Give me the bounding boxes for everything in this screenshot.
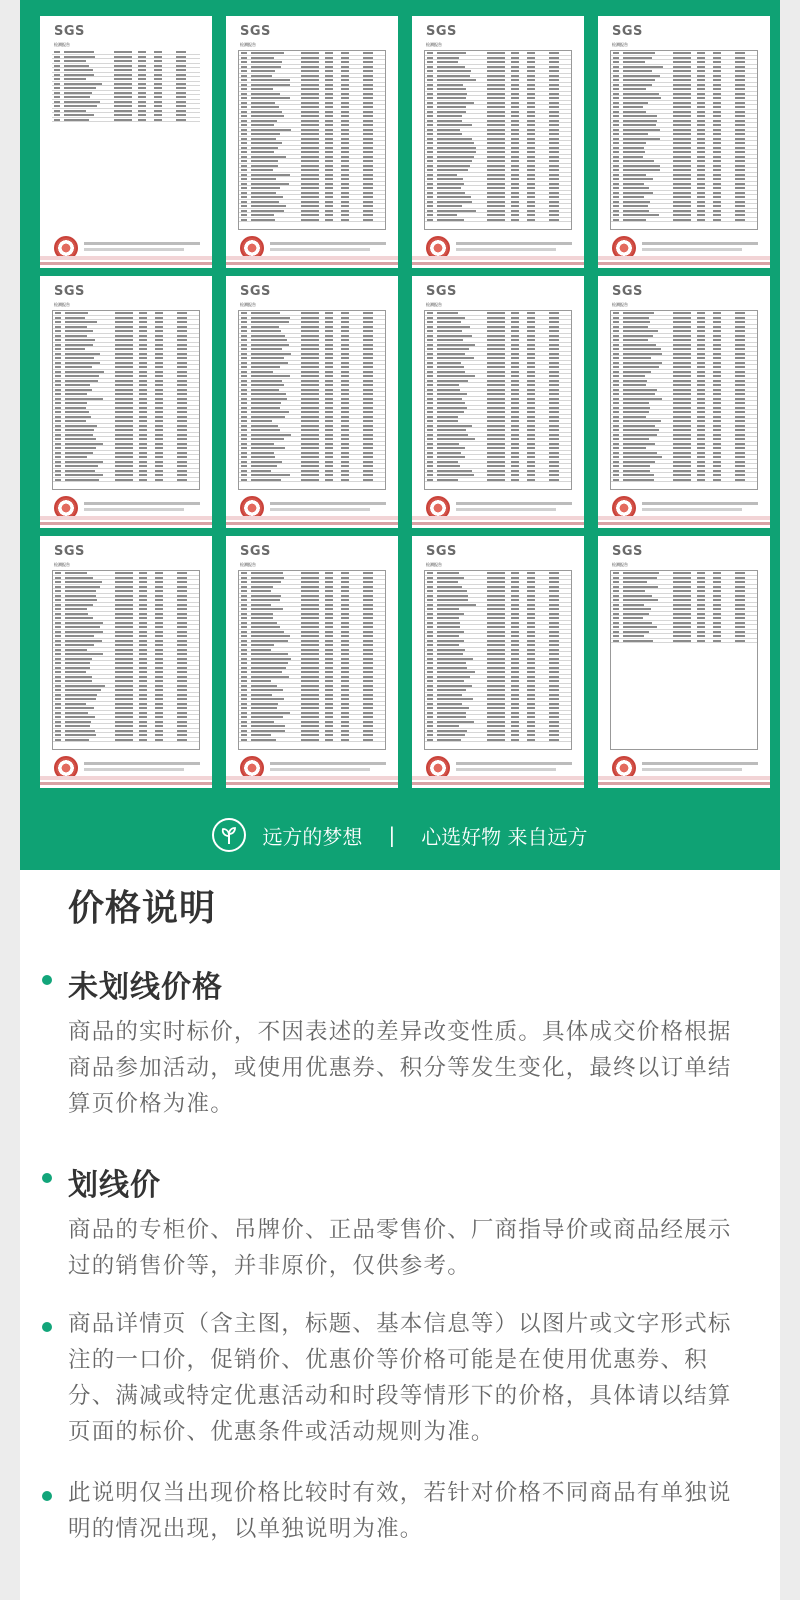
sgs-logo: SGS [240, 284, 271, 299]
sgs-logo: SGS [426, 24, 457, 39]
report-row [425, 738, 571, 743]
report-footer-line [226, 776, 398, 780]
report-header: 检测报告 [54, 302, 70, 307]
report-row [611, 218, 757, 223]
report-row [425, 478, 571, 483]
bullet-icon [42, 1173, 52, 1183]
report-footer-line [456, 248, 556, 251]
report-table [238, 50, 386, 230]
report-header: 检测报告 [612, 42, 628, 47]
report-footer-line [270, 502, 386, 505]
certificate-panel [20, 0, 780, 870]
sgs-logo: SGS [54, 284, 85, 299]
report-footer-line [226, 516, 398, 520]
striked-price-text: 商品的专柜价、吊牌价、正品零售价、厂商指导价或商品经展示过的销售价等，并非原价，仅供参考。 [68, 1217, 732, 1279]
report-footer-line [456, 768, 556, 771]
report-footer-line [270, 242, 386, 245]
sgs-logo: SGS [54, 24, 85, 39]
report-row [611, 639, 757, 644]
report-footer-line [40, 516, 212, 520]
report-footer-line [412, 522, 584, 525]
note-text: 此说明仅当出现价格比较时有效，若针对价格不同商品有单独说明的情况出现，以单独说明为准。 [68, 1480, 732, 1542]
report-footer-line [642, 762, 758, 765]
report-table [424, 50, 572, 230]
report-footer-line [270, 762, 386, 765]
report-table [424, 310, 572, 490]
report-row [52, 118, 200, 123]
sgs-certificate-thumbnail[interactable] [226, 16, 398, 268]
report-footer-line [412, 516, 584, 520]
report-header: 检测报告 [240, 302, 256, 307]
report-table [238, 570, 386, 750]
report-header: 检测报告 [426, 42, 442, 47]
report-header: 检测报告 [240, 562, 256, 567]
report-footer-line [642, 248, 742, 251]
report-footer-line [270, 768, 370, 771]
slogan-left: 远方的梦想 [262, 824, 363, 849]
slogan-bar [20, 800, 780, 870]
sgs-certificate-thumbnail[interactable] [598, 16, 770, 268]
report-footer-line [84, 762, 200, 765]
price-title: 价格说明 [68, 888, 217, 929]
report-footer-line [270, 508, 370, 511]
report-footer-line [412, 782, 584, 785]
report-footer-line [642, 768, 742, 771]
report-row [611, 478, 757, 483]
sgs-certificate-thumbnail[interactable] [40, 536, 212, 788]
report-header: 检测报告 [54, 42, 70, 47]
report-header: 检测报告 [54, 562, 70, 567]
report-table [424, 570, 572, 750]
detail-price-text: 商品详情页（含主图，标题、基本信息等）以图片或文字形式标注的一口价，促销价、优惠价等价格可能是在使用优惠券、积分、满减或特定优惠活动和时段等情形下的价格，具体请以结算页面的标价、优惠条件或活动规则为准。 [68, 1311, 732, 1445]
slogan-separator: | [388, 823, 396, 847]
unstriked-price-section [68, 962, 748, 1122]
sgs-certificate-thumbnail[interactable] [598, 276, 770, 528]
report-table [52, 310, 200, 490]
report-header: 检测报告 [240, 42, 256, 47]
report-header: 检测报告 [426, 302, 442, 307]
sgs-certificate-thumbnail[interactable] [226, 276, 398, 528]
report-table [610, 310, 758, 490]
report-footer-line [412, 256, 584, 260]
striked-price-section [68, 1160, 748, 1284]
report-row [239, 478, 385, 483]
report-header: 检测报告 [612, 562, 628, 567]
sgs-certificate-thumbnail[interactable] [598, 536, 770, 788]
report-footer-line [412, 262, 584, 265]
report-footer-line [642, 508, 742, 511]
report-footer-line [456, 508, 556, 511]
sgs-logo: SGS [240, 24, 271, 39]
striked-price-heading: 划线价 [68, 1168, 161, 1203]
report-footer-line [598, 256, 770, 260]
sgs-logo: SGS [612, 284, 643, 299]
report-footer-line [642, 502, 758, 505]
report-footer-line [226, 522, 398, 525]
sgs-certificate-thumbnail[interactable] [412, 16, 584, 268]
report-footer-line [226, 256, 398, 260]
report-footer-line [40, 262, 212, 265]
report-row [239, 738, 385, 743]
sgs-logo: SGS [612, 24, 643, 39]
page [20, 0, 780, 1600]
report-footer-line [40, 522, 212, 525]
report-footer-line [598, 262, 770, 265]
report-footer-line [40, 782, 212, 785]
slogan-right: 心选好物 来自远方 [421, 824, 588, 849]
sgs-certificate-thumbnail[interactable] [40, 276, 212, 528]
report-footer-line [598, 782, 770, 785]
report-footer-line [84, 502, 200, 505]
report-footer-line [226, 262, 398, 265]
report-footer-line [456, 762, 572, 765]
report-row [53, 478, 199, 483]
report-table [238, 310, 386, 490]
report-footer-line [456, 242, 572, 245]
detail-price-section [68, 1306, 748, 1450]
report-footer-line [642, 242, 758, 245]
sgs-logo: SGS [54, 544, 85, 559]
report-row [53, 738, 199, 743]
bullet-icon [42, 1322, 52, 1332]
leaf-logo-icon [212, 818, 246, 852]
sgs-logo: SGS [426, 544, 457, 559]
sgs-certificate-thumbnail[interactable] [412, 536, 584, 788]
bullet-icon [42, 975, 52, 985]
report-footer-line [598, 522, 770, 525]
report-footer-line [456, 502, 572, 505]
report-header: 检测报告 [426, 562, 442, 567]
report-header: 检测报告 [612, 302, 628, 307]
report-table [52, 570, 200, 750]
report-footer-line [84, 508, 184, 511]
sgs-logo: SGS [612, 544, 643, 559]
report-footer-line [84, 768, 184, 771]
report-row [425, 218, 571, 223]
report-table [52, 50, 200, 160]
sgs-certificate-thumbnail[interactable] [412, 276, 584, 528]
sgs-certificate-thumbnail[interactable] [40, 16, 212, 268]
unstriked-price-heading: 未划线价格 [68, 970, 223, 1005]
report-footer-line [598, 516, 770, 520]
report-footer-line [84, 248, 184, 251]
report-footer-line [598, 776, 770, 780]
report-table [610, 50, 758, 230]
unstriked-price-text: 商品的实时标价，不因表述的差异改变性质。具体成交价格根据商品参加活动，或使用优惠券、积分等发生变化，最终以订单结算页价格为准。 [68, 1019, 732, 1117]
report-row [239, 218, 385, 223]
report-footer-line [270, 248, 370, 251]
report-table [610, 570, 758, 750]
sgs-logo: SGS [240, 544, 271, 559]
report-footer-line [84, 242, 200, 245]
report-footer-line [412, 776, 584, 780]
bullet-icon [42, 1491, 52, 1501]
sgs-logo: SGS [426, 284, 457, 299]
note-section [68, 1475, 748, 1547]
report-footer-line [226, 782, 398, 785]
sgs-certificate-thumbnail[interactable] [226, 536, 398, 788]
report-footer-line [40, 776, 212, 780]
report-footer-line [40, 256, 212, 260]
